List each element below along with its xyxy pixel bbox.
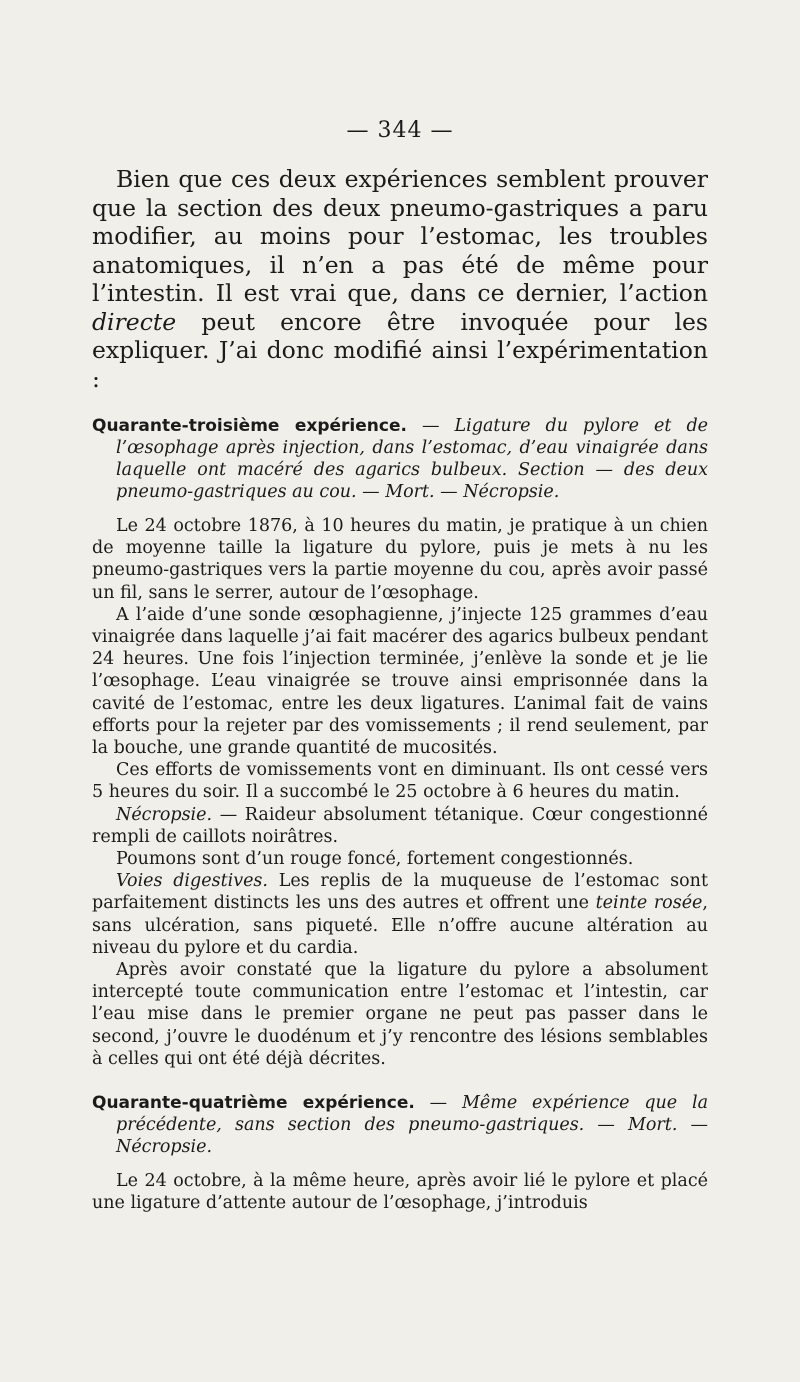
- experiment-44-title: — Même expérience que la précédente, sans section des pneumo-gastriques. — Mort. — Nécropsie.: [116, 1093, 708, 1158]
- experiment-44-label: Quarante-quatrième expérience.: [92, 1093, 415, 1114]
- experiment-44-heading: [92, 1092, 708, 1158]
- experiment-43-title: — Ligature du pylore et de l’œsophage après injection, dans l’estomac, d’eau vinaigrée dans laquelle ont macéré des agarics bulbeux. Section — des deux pneumo-gastriques au cou. — Mort. — Nécropsie.: [116, 416, 709, 502]
- digestive-label: Voies digestives.: [116, 871, 268, 892]
- paragraph: Le 24 octobre 1876, à 10 heures du matin, je pratique à un chien de moyenne taille la ligature du pylore, puis je mets à nu les pneumo-gastriques vers la partie moyenne du cou, après avoir passé un fil, sans le serrer, autour de l’œsophage.: [92, 516, 708, 603]
- paragraph: Le 24 octobre, à la même heure, après avoir lié le pylore et placé une ligature d’attente autour de l’œsophage, j’introduis: [92, 1171, 708, 1214]
- intro-emphasis: directe: [92, 307, 177, 336]
- digestive-paragraph: [92, 870, 708, 959]
- paragraph: Poumons sont d’un rouge foncé, fortement congestionnés.: [116, 849, 634, 870]
- intro-paragraph: [92, 165, 708, 393]
- digestive-text-1: Les replis de la muqueuse de l’estomac sont parfaitement distincts les uns des autres et offrent une: [92, 871, 708, 914]
- intro-text-2: peut encore être invoquée pour les expliquer. J’ai donc modifié ainsi l’expérimentation :: [92, 307, 708, 393]
- necropsy-text: — Raideur absolument tétanique. Cœur congestionné rempli de caillots noirâtres.: [92, 804, 708, 847]
- experiment-43-body: [92, 515, 708, 1070]
- necropsy-label: Nécropsie.: [116, 804, 213, 825]
- intro-text-1: Bien que ces deux expériences semblent prouver que la section des deux pneumo-gastriques a paru modifier, au moins pour l’estomac, les troubles anatomiques, il n’en a pas été de même pour l’intestin. Il est vrai que, dans ce dernier, l’action: [92, 165, 708, 307]
- paragraph: A l’aide d’une sonde œsophagienne, j’injecte 125 grammes d’eau vinaigrée dans laquelle j’ai fait macérer des agarics bulbeux pendant 24 heures. Une fois l’injection terminée, j’enlève la sonde et je lie l’œsophage. L’eau vinaigrée se trouve ainsi emprisonnée dans la cavité de l’estomac, entre les deux ligatures. L’animal fait de vains efforts pour la rejeter par des vomissements ; il rend seulement, par la bouche, une grande quantité de mucosités.: [92, 604, 708, 759]
- digestive-text-2: , sans ulcération, sans piqueté. Elle n’offre aucune altération au niveau du pylore et du cardia.: [92, 893, 708, 958]
- digestive-emphasis: teinte rosée: [595, 893, 703, 914]
- page-number: — 344 —: [346, 118, 454, 143]
- book-page: [92, 118, 708, 1214]
- experiment-43-heading: [92, 415, 708, 503]
- necropsy-paragraph: [92, 804, 708, 848]
- paragraph: Après avoir constaté que la ligature du pylore a absolument intercepté toute communication entre l’estomac et l’intestin, car l’eau mise dans le premier organe ne peut pas passer dans le second, j’ouvre le duodénum et j’y rencontre des lésions semblables à celles qui ont été déjà décrites.: [92, 960, 708, 1069]
- experiment-44-body: [92, 1170, 708, 1214]
- paragraph: Ces efforts de vomissements vont en diminuant. Ils ont cessé vers 5 heures du soir. Il a succombé le 25 octobre à 6 heures du matin.: [92, 760, 708, 803]
- experiment-43-label: Quarante-troisième expérience.: [92, 416, 407, 436]
